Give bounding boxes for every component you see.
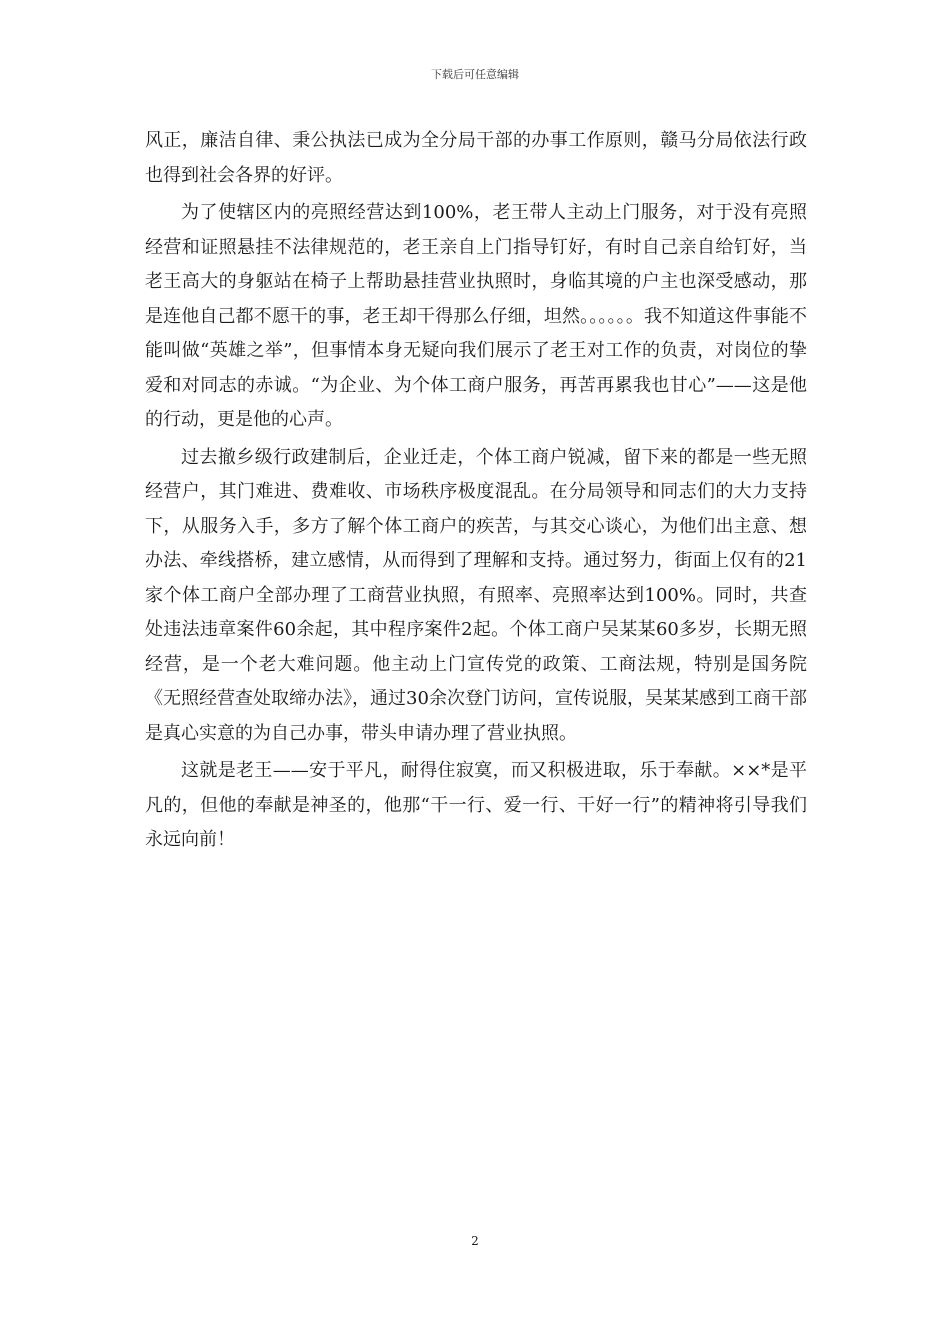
page-number: 2 <box>471 1234 479 1248</box>
paragraph: 这就是老王——安于平凡，耐得住寂寞，而又积极进取，乐于奉献。××*是平凡的，但他的奉献是神圣的，他那“干一行、爱一行、干好一行”的精神将引导我们永远向前！ <box>145 760 807 850</box>
paragraph-continuation: 风正，廉洁自律、秉公执法已成为全分局干部的办事工作原则，赣马分局依法行政也得到社会各界的好评。 <box>145 130 807 186</box>
paragraph: 为了使辖区内的亮照经营达到100%，老王带人主动上门服务，对于没有亮照经营和证照悬挂不法律规范的，老王亲自上门指导钉好，有时自己亲自给钉好，当老王高大的身躯站在椅子上帮助悬挂营业执照时，身临其境的户主也深受感动，那是连他自己都不愿干的事，老王却干得那么仔细，坦然。。。。。。我不知道这件事能不能叫做“英雄之举”，但事情本身无疑向我们展示了老王对工作的负责，对岗位的挚爱和对同志的赤诚。“为企业、为个体工商户服务，再苦再累我也甘心”——这是他的行动，更是他的心声。 <box>145 202 807 430</box>
document-body <box>145 124 807 858</box>
paragraph: 过去撤乡级行政建制后，企业迁走，个体工商户锐减，留下来的都是一些无照经营户，其门难进、费难收、市场秩序极度混乱。在分局领导和同志们的大力支持下，从服务入手，多方了解个体工商户的疾苦，与其交心谈心，为他们出主意、想办法、牵线搭桥，建立感情，从而得到了理解和支持。通过努力，街面上仅有的21家个体工商户全部办理了工商营业执照，有照率、亮照率达到100%。同时，共查处违法违章案件60余起，其中程序案件2起。个体工商户吴某某60多岁，长期无照经营，是一个老大难问题。他主动上门宣传党的政策、工商法规，特别是国务院《无照经营查处取缔办法》，通过30余次登门访问，宣传说服，吴某某感到工商干部是真心实意的为自己办事，带头申请办理了营业执照。 <box>145 446 807 744</box>
page-header-note: 下载后可任意编辑 <box>431 68 519 81</box>
